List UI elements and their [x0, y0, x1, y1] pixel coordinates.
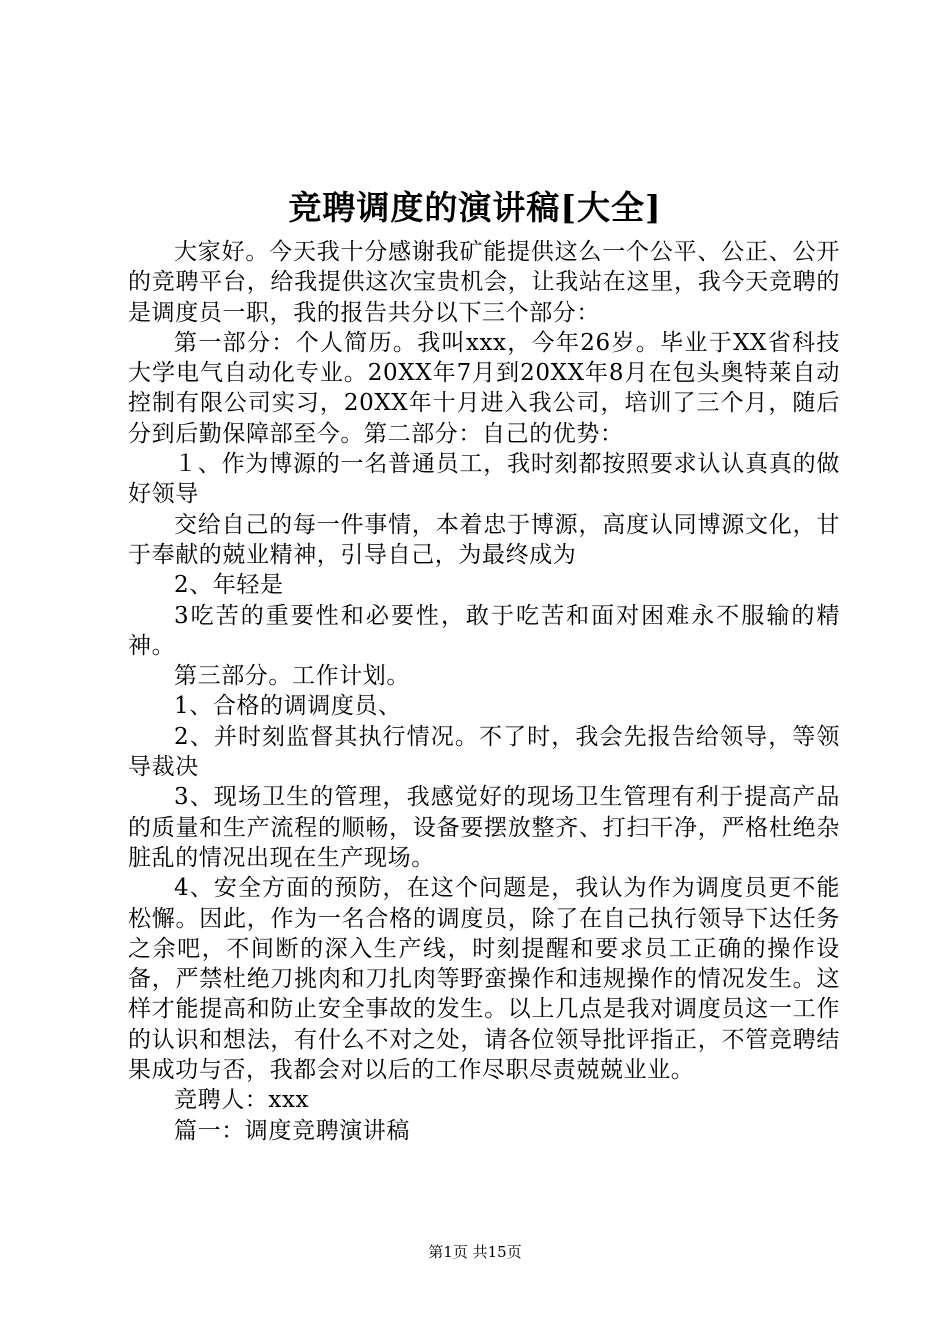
paragraph-advantage-1-cont: 交给自己的每一件事情，本着忠于博源，高度认同博源文化，甘于奉献的兢业精神，引导自己，为最终成为: [128, 511, 840, 568]
paragraph-part-three: 第三部分。工作计划。: [174, 663, 410, 690]
paragraph-plan-3: 3、现场卫生的管理，我感觉好的现场卫生管理有利于提高产品的质量和生产流程的顺畅，设备要摆放整齐、打扫干净，严格杜绝杂脏乱的情况出现在生产现场。: [128, 784, 840, 871]
paragraph-intro: 大家好。今天我十分感谢我矿能提供这么一个公平、公正、公开的竞聘平台，给我提供这次宝贵机会，让我站在这里，我今天竞聘的是调度员一职，我的报告共分以下三个部分：: [128, 239, 840, 326]
document-body: [128, 237, 840, 1146]
paragraph-advantage-1: １、作为博源的一名普通员工，我时刻都按照要求认认真真的做好领导: [128, 451, 840, 508]
page-footer: 第1页 共15页: [428, 1243, 522, 1261]
document-title: 竞聘调度的演讲稿[大全]: [288, 188, 662, 227]
paragraph-plan-1: 1、合格的调调度员、: [174, 693, 402, 720]
paragraph-advantage-2: 2、年轻是: [174, 572, 284, 599]
paragraph-advantage-3: 3吃苦的重要性和必要性，敢于吃苦和面对困难永不服输的精神。: [128, 602, 840, 659]
paragraph-plan-4: 4、安全方面的预防，在这个问题是，我认为作为调度员更不能松懈。因此，作为一名合格的调度员，除了在自己执行领导下达任务之余吧，不间断的深入生产线，时刻提醒和要求员工正确的操作设备，严禁杜绝刀挑肉和刀扎肉等野蛮操作和违规操作的情况发生。这样才能提高和防止安全事故的发生。以上几点是我对调度员这一工作的认识和想法，有什么不对之处，请各位领导批评指正，不管竞聘结果成功与否，我都会对以后的工作尽职尽责兢兢业业。: [128, 875, 840, 1084]
paragraph-signature: 竞聘人：xxx: [174, 1087, 310, 1114]
paragraph-part-one: 第一部分：个人简历。我叫xxx，今年26岁。毕业于XX省科技大学电气自动化专业。20XX年7月到20XX年8月在包头奥特莱自动控制有限公司实习，20XX年十月进入我公司，培训了三个月，随后分到后勤保障部至今。第二部分：自己的优势：: [128, 329, 840, 447]
paragraph-section-heading: 篇一：调度竞聘演讲稿: [174, 1117, 410, 1144]
paragraph-plan-2: 2、并时刻监督其执行情况。不了时，我会先报告给领导，等领导裁决: [128, 723, 840, 781]
